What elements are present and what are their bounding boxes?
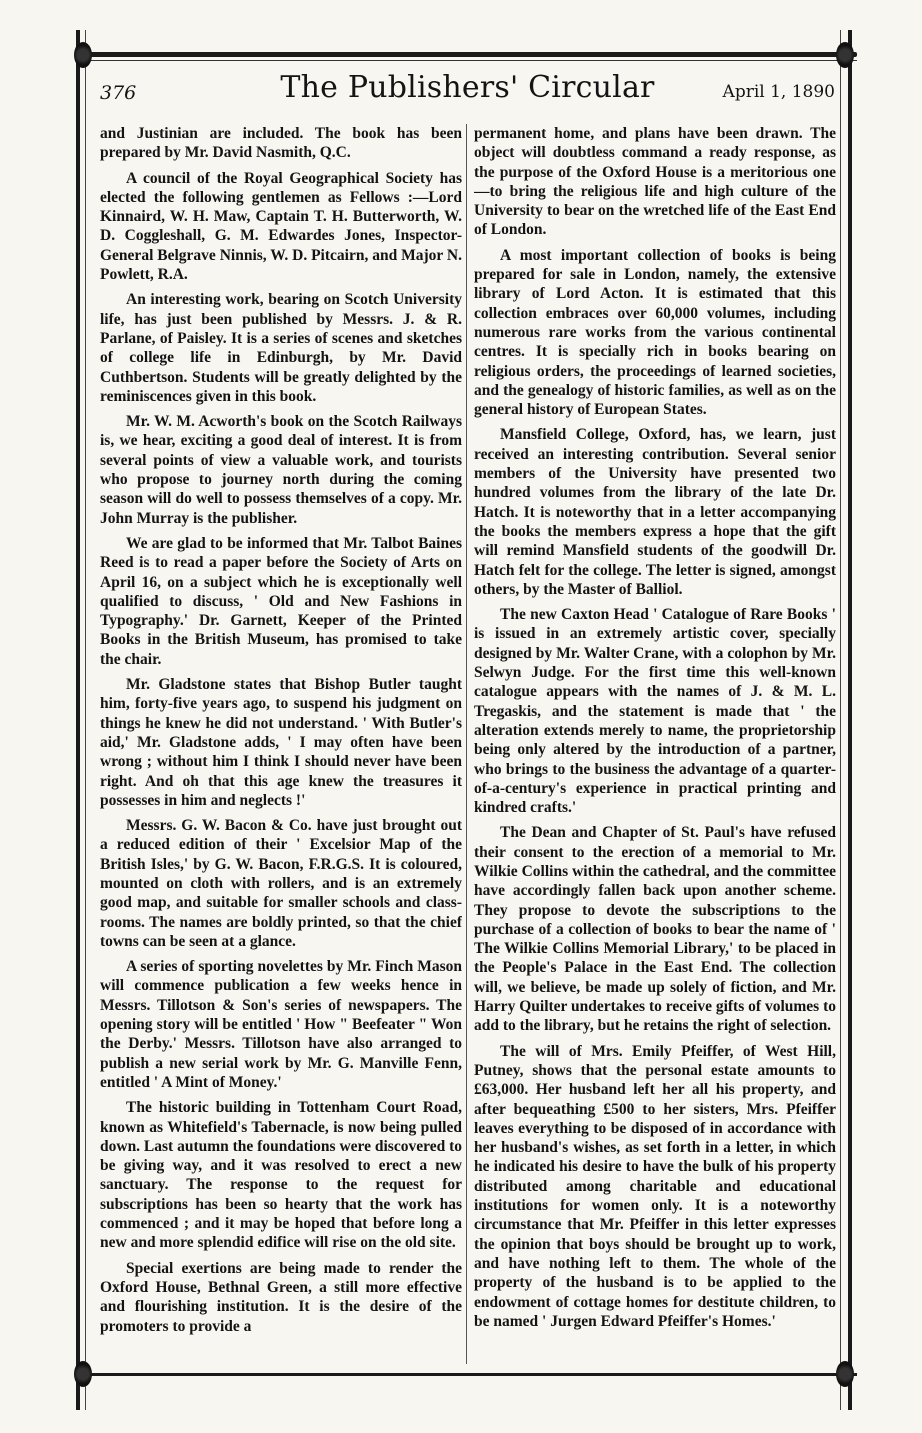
corner-ornament-bottom-left xyxy=(74,1361,92,1387)
corner-ornament-top-left xyxy=(74,42,92,68)
paragraph: Special exertions are being made to render the Oxford House, Bethnal Green, a still more effective and flourishing institution. It is the desire of the promoters to provide a xyxy=(100,1259,462,1335)
top-rule-thin xyxy=(82,60,857,61)
paragraph: and Justinian are included. The book has been prepared by Mr. David Nasmith, Q.C. xyxy=(100,125,462,162)
paragraph: Mr. W. M. Acworth's book on the Scotch Railways is, we hear, exciting a good deal of interest. It is from several points of view a valuable work, and tourists who propose to journey north during the coming season will do well to possess themselves of a copy. Mr. John Murray is the publisher. xyxy=(100,413,462,527)
corner-ornament-top-right xyxy=(836,42,854,68)
paragraph: The Dean and Chapter of St. Paul's have refused their consent to the erection of a memorial to Mr. Wilkie Collins within the cathedral, and the committee have accordingly fallen back upon another scheme. They propose to devote the subscriptions to the purchase of a collection of books to bear the name of ' The Wilkie Collins Memorial Library,' to be placed in the People's Palace in the East End. The collection will, we believe, be made up solely of fiction, and Mr. Harry Quilter undertakes to receive gifts of volumes to add to the library, but he retains the right of selection. xyxy=(474,824,836,1035)
bottom-rule xyxy=(82,1373,857,1376)
right-column xyxy=(474,124,836,1369)
paragraph: permanent home, and plans have been drawn. The object will doubtless command a ready response, as the purpose of the Oxford House is a meritorious one—to bring the religious life and high culture of the University to bear on the wretched life of the East End of London. xyxy=(474,125,836,239)
issue-date: April 1, 1890 xyxy=(722,82,835,102)
right-border-rule xyxy=(840,30,852,1410)
paragraph: Mansfield College, Oxford, has, we learn, just received an interesting contribution. Several senior members of the University have presented two hundred volumes from the library of the late Dr. Hatch. It is noteworthy that in a letter accompanying the books the members express a hope that the gift will remind Mansfield students of the goodwill Dr. Hatch felt for the college. The letter is signed, amongst others, by the Master of Balliol. xyxy=(474,426,836,598)
page-header xyxy=(100,70,835,110)
paragraph: We are glad to be informed that Mr. Talbot Baines Reed is to read a paper before the Society of Arts on April 16, on a subject which he is exceptionally well qualified to discuss, ' Old and New Fashions in Typography.' Dr. Garnett, Keeper of the Printed Books in the British Museum, has promised to take the chair. xyxy=(100,534,462,668)
paragraph: A series of sporting novelettes by Mr. Finch Mason will commence publication a few weeks hence in Messrs. Tillotson & Son's series of newspapers. The opening story will be entitled ' How " Beefeater " Won the Derby.' Messrs. Tillotson have also arranged to publish a new serial work by Mr. G. Manville Fenn, entitled ' A Mint of Money.' xyxy=(100,958,462,1091)
top-rule xyxy=(82,52,857,57)
journal-title: The Publishers' Circular xyxy=(280,70,655,105)
left-column xyxy=(100,124,462,1369)
left-border-rule xyxy=(76,30,86,1410)
corner-ornament-bottom-right xyxy=(836,1361,854,1387)
paragraph: Messrs. G. W. Bacon & Co. have just brought out a reduced edition of their ' Excelsior Map of the British Isles,' by G. W. Bacon, F.R.G.S. It is coloured, mounted on cloth with rollers, and is an extremely good map, and suitable for smaller schools and class-rooms. The names are boldly printed, so that the chief towns can be seen at a glance. xyxy=(100,817,462,950)
paragraph: The will of Mrs. Emily Pfeiffer, of West Hill, Putney, shows that the personal estate amounts to £63,000. Her husband left her all his property, and after bequeathing £500 to her sisters, Mrs. Pfeiffer leaves everything to be disposed of in accordance with her husband's wishes, as set forth in a letter, in which he indicated his desire to have the bulk of his property distributed among charitable and educational institutions for women only. It is a noteworthy circumstance that Mr. Pfeiffer in this letter expresses the opinion that boys should be brought up to work, and have nothing left to them. The whole of the property of the husband is to be applied to the endowment of cottage homes for destitute children, to be named ' Jurgen Edward Pfeiffer's Homes.' xyxy=(474,1042,836,1330)
paragraph: The historic building in Tottenham Court Road, known as Whitefield's Tabernacle, is now being pulled down. Last autumn the foundations were discovered to be giving way, and it was resolved to erect a new sanctuary. The response to the request for subscriptions has been so hearty that the work has commenced ; and it may be hoped that before long a new and more splendid edifice will rise on the old site. xyxy=(100,1099,462,1252)
paragraph: The new Caxton Head ' Catalogue of Rare Books ' is issued in an extremely artistic cover, specially designed by Mr. Walter Crane, with a colophon by Mr. Selwyn Judge. For the first time this well-known catalogue appears with the names of J. & M. L. Tregaskis, and the statement is made that ' the alteration extends merely to name, the proprietorship being only altered by the introduction of a partner, who brings to the business the advantage of a quarter-of-a-century's experience in practical printing and kindred crafts.' xyxy=(474,606,836,817)
paragraph: Mr. Gladstone states that Bishop Butler taught him, forty-five years ago, to suspend his judgment on things he knew he did not understand. ' With Butler's aid,' Mr. Gladstone adds, ' I may often have been wrong ; without him I think I should never have been right. And oh that this age knew the treasures it possesses in him and neglects !' xyxy=(100,676,462,809)
column-divider xyxy=(466,124,467,1364)
page-number: 376 xyxy=(100,82,137,104)
paragraph: An interesting work, bearing on Scotch University life, has just been published by Messrs. J. & R. Parlane, of Paisley. It is a series of scenes and sketches of college life in Edinburgh, by Mr. David Cuthbertson. Students will be greatly delighted by the reminiscences given in this book. xyxy=(100,291,462,405)
paragraph: A council of the Royal Geographical Society has elected the following gentlemen as Fellows :—Lord Kinnaird, W. H. Maw, Captain T. H. Butterworth, W. D. Coggleshall, G. M. Edwardes Jones, Inspector-General Belgrave Ninnis, W. D. Pitcairn, and Major N. Powlett, R.A. xyxy=(100,169,462,284)
paragraph: A most important collection of books is being prepared for sale in London, namely, the extensive library of Lord Acton. It is estimated that this collection embraces over 60,000 volumes, including numerous rare works from the various continental centres. It is specially rich in books bearing on religious orders, the proceedings of learned societies, and the genealogy of historic families, as well as on the general history of European States. xyxy=(474,246,836,419)
